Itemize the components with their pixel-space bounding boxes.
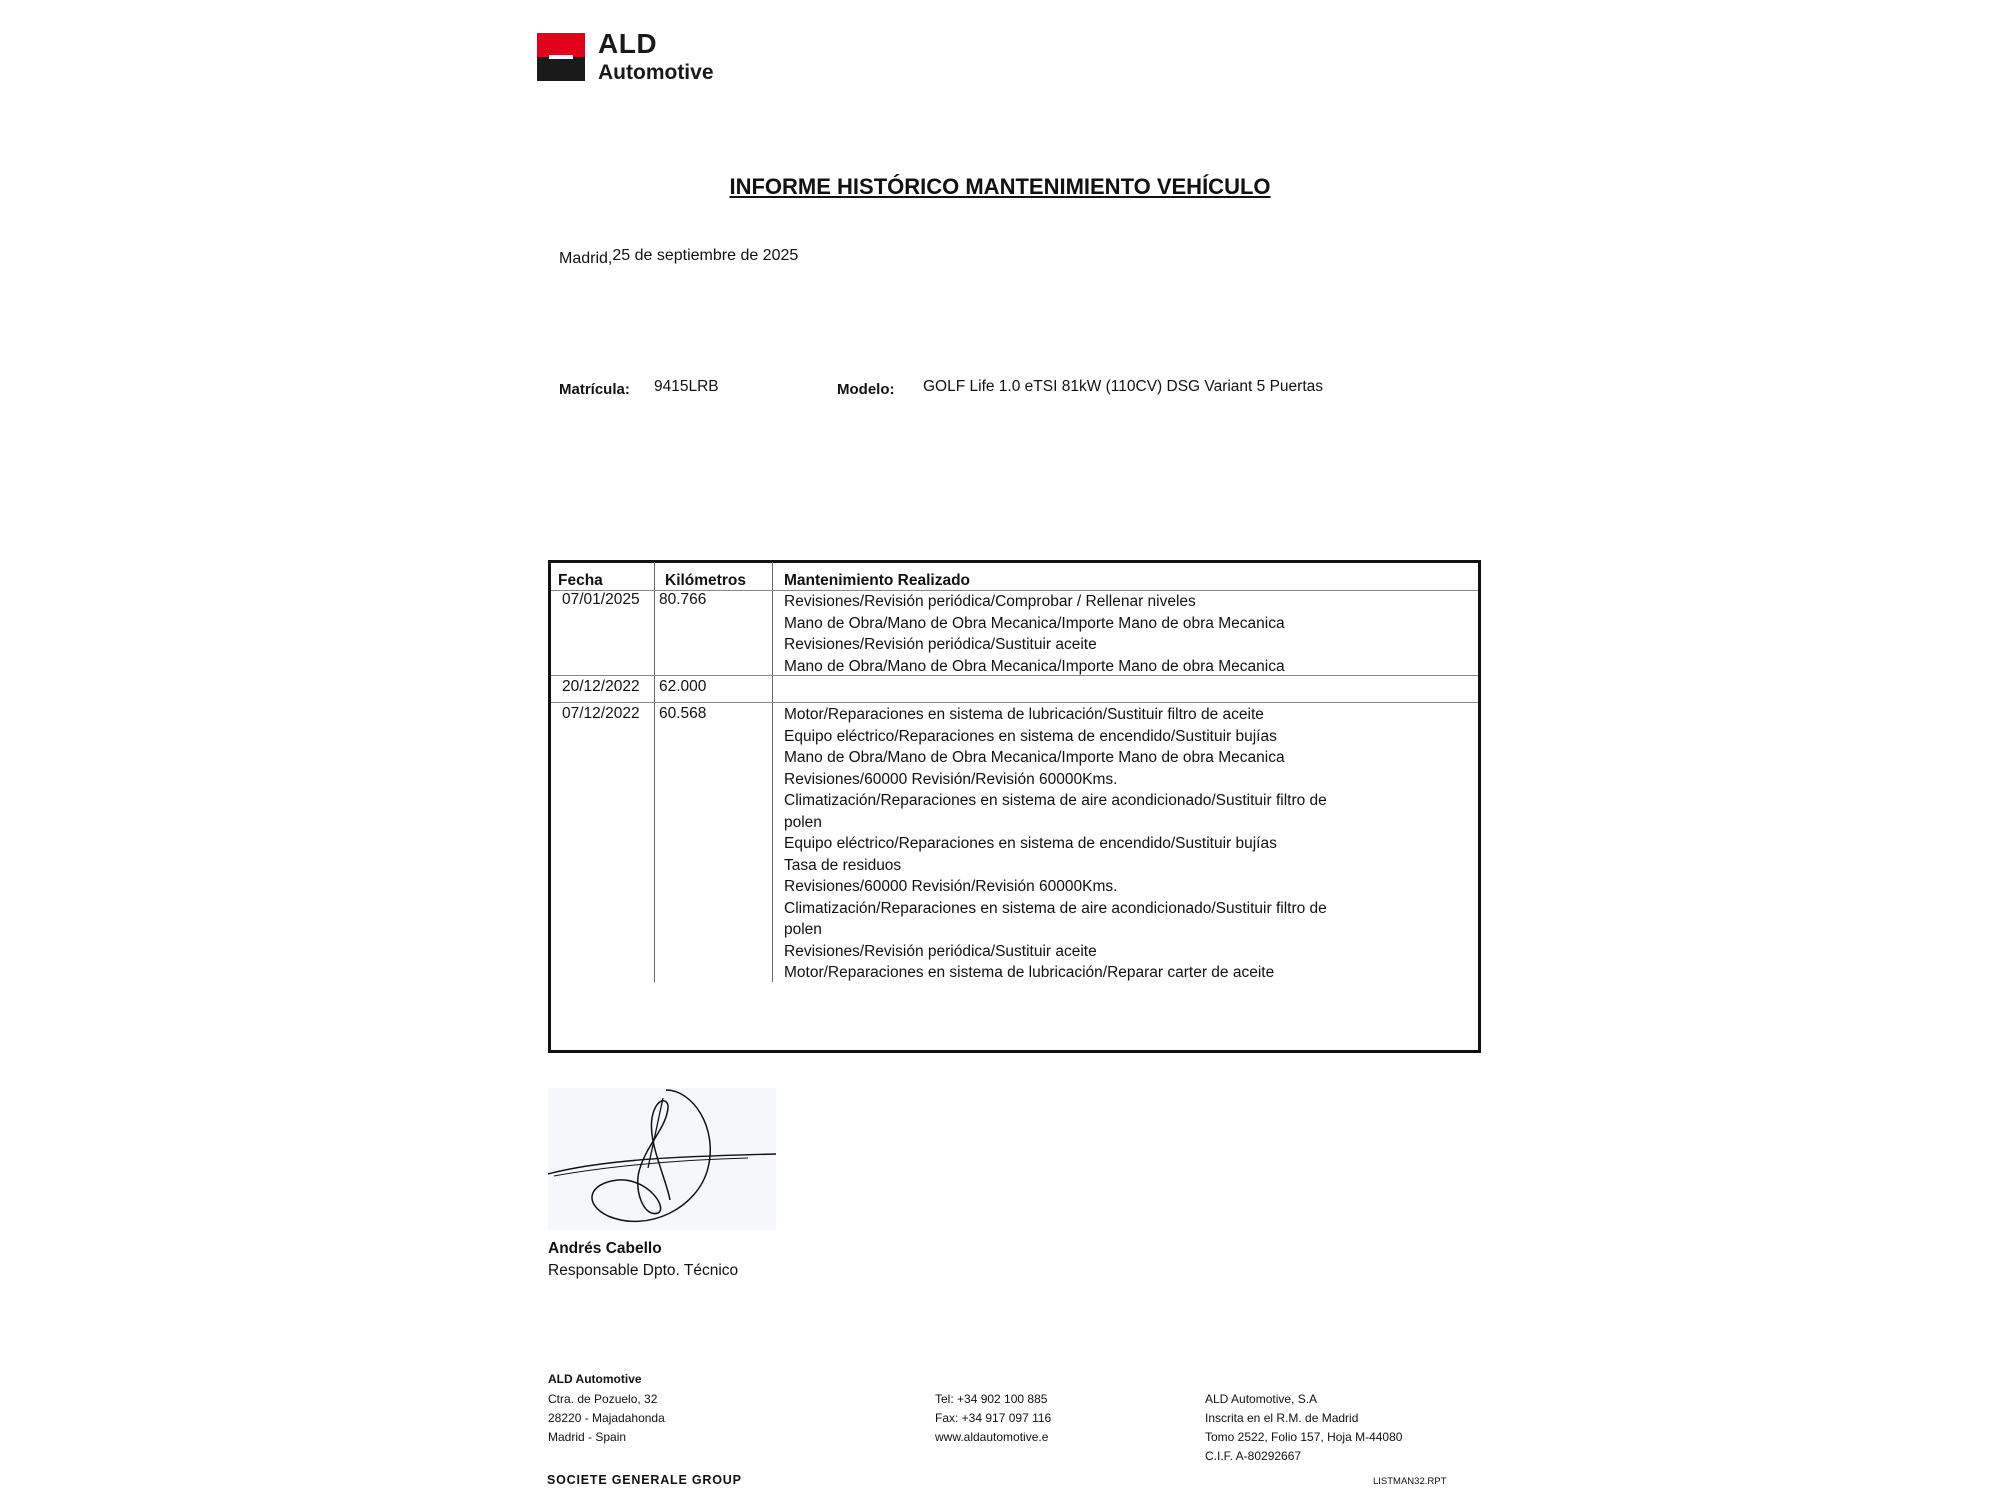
footer-website: www.aldautomotive.e [935,1430,1049,1444]
report-code: LISTMAN32.RPT [1373,1476,1447,1487]
footer-address-line: 28220 - Majadahonda [548,1411,665,1425]
list-item: polen [784,813,822,831]
row1-km: 80.766 [659,591,707,608]
row1-items [784,591,1285,677]
footer-legal-line: C.I.F. A-80292667 [1205,1449,1302,1463]
list-item: Revisiones/Revisión periódica/Sustituir aceite [784,942,1097,960]
list-item: Mano de Obra/Mano de Obra Mecanica/Importe Mano de obra Mecanica [784,657,1285,675]
row2-fecha: 20/12/2022 [562,678,640,695]
row-separator-2 [551,702,1478,703]
page-title: INFORME HISTÓRICO MANTENIMIENTO VEHÍCULO [729,174,1271,199]
col-header-fecha: Fecha [558,572,603,589]
footer-address-line: Madrid - Spain [548,1430,627,1444]
footer-legal-line: Tomo 2522, Folio 157, Hoja M-44080 [1205,1430,1403,1444]
col-header-maintenance: Mantenimiento Realizado [784,572,971,589]
date-city: Madrid, [559,250,613,267]
row1-fecha: 07/01/2025 [562,591,640,608]
list-item: Revisiones/Revisión periódica/Sustituir aceite [784,636,1097,653]
plate-value: 9415LRB [654,378,719,395]
footer-address [548,1390,665,1447]
model-value: GOLF Life 1.0 eTSI 81kW (110CV) DSG Variant 5 Puertas [923,378,1324,395]
footer-legal-line: ALD Automotive, S.A [1205,1392,1318,1406]
list-item: Tasa de residuos [784,856,902,874]
list-item: Revisiones/Revisión periódica/Comprobar / Rellenar niveles [784,593,1196,610]
date-text: 25 de septiembre de 2025 [612,247,799,264]
list-item: Equipo eléctrico/Reparaciones en sistema de encendido/Sustituir bujías [784,727,1277,745]
col-separator-1 [654,562,655,982]
model-label: Modelo: [837,381,895,398]
footer-address-line: Ctra. de Pozuelo, 32 [548,1392,658,1406]
list-item: Motor/Reparaciones en sistema de lubricación/Reparar carter de aceite [784,964,1275,981]
signer-name: Andrés Cabello [548,1240,662,1257]
list-item: Motor/Reparaciones en sistema de lubricación/Sustituir filtro de aceite [784,706,1264,723]
ald-logo-mark [537,33,585,81]
logo-white-bar [549,55,573,59]
col-header-km: Kilómetros [665,572,746,589]
footer-company: ALD Automotive [548,1372,642,1386]
footer-fax: Fax: +34 917 097 116 [935,1411,1052,1425]
list-item: Mano de Obra/Mano de Obra Mecanica/Importe Mano de obra Mecanica [784,749,1285,766]
footer-phone: Tel: +34 902 100 885 [935,1392,1048,1406]
footer-contact [935,1390,1051,1447]
row3-items [784,704,1327,984]
footer-legal-line: Inscrita en el R.M. de Madrid [1205,1411,1359,1425]
logo-text-automotive: Automotive [598,61,714,84]
row3-km: 60.568 [659,705,707,722]
footer-group: SOCIETE GENERALE GROUP [547,1473,742,1487]
row3-fecha: 07/12/2022 [562,705,640,722]
list-item: Climatización/Reparaciones en sistema de aire acondicionado/Sustituir filtro de [784,899,1327,917]
signer-role: Responsable Dpto. Técnico [548,1262,739,1279]
row2-km: 62.000 [659,678,707,695]
list-item: polen [784,921,822,938]
list-item: Revisiones/60000 Revisión/Revisión 60000Kms. [784,878,1118,895]
footer-legal [1205,1390,1402,1466]
list-item: Revisiones/60000 Revisión/Revisión 60000Kms. [784,770,1118,788]
signature-image [548,1088,776,1230]
logo-red-block [537,33,585,57]
list-item: Mano de Obra/Mano de Obra Mecanica/Importe Mano de obra Mecanica [784,614,1285,632]
col-separator-2 [772,562,773,982]
report-date [559,247,799,268]
list-item: Equipo eléctrico/Reparaciones en sistema de encendido/Sustituir bujías [784,835,1277,852]
logo-text-ald: ALD [598,28,658,59]
plate-label: Matrícula: [559,381,630,398]
signature-drawing [548,1088,776,1230]
list-item: Climatización/Reparaciones en sistema de aire acondicionado/Sustituir filtro de [784,792,1327,809]
